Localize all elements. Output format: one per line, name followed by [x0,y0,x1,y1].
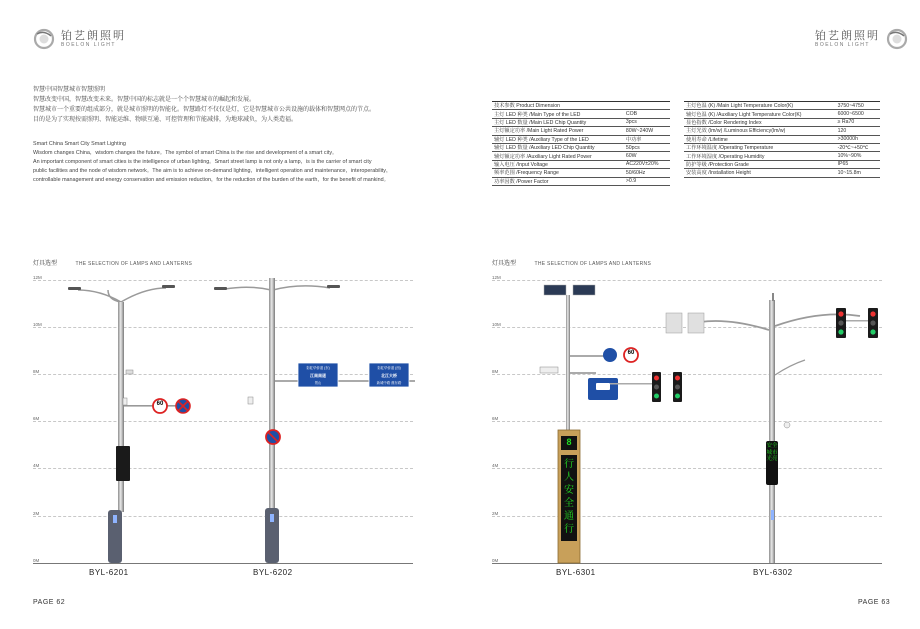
intro-cn-line: 目的是为了实现按需照明、智能运维、物联互通、可控管理和节能减排，为地球减负，为人类造福。 [33,117,298,123]
scale-label: 2M [33,511,40,516]
table-row: 技术参数 Product Dimension [492,102,670,110]
model-label: BYL-6201 [89,568,129,577]
table-row: 辅灯额定功率 /Auxiliary Light Rated Power 60W [492,152,670,160]
table-row: 防护等级 /Protection Grade IP65 [684,160,880,168]
vertical-led-text: 安全 城市 光亮 [766,443,778,462]
table-row: 安装高度 /Installation Height 10~15.8m [684,169,880,177]
guide-board-right-sub: 新城中路 鼎东路 [376,381,402,385]
table-row: 主灯 LED 数量 /Main LED Chip Quantity 3pcs [492,118,670,126]
guide-board-right-top: 彩虹华侨道 (西) [377,366,401,370]
table-row: 工作环境温度 /Operating Temperature -20℃~+50℃ [684,143,880,151]
model-label: BYL-6202 [253,568,293,577]
section-title-left: 灯具选型 THE SELECTION OF LAMPS AND LANTERNS [33,260,193,267]
section-title-right: 灯具选型 THE SELECTION OF LAMPS AND LANTERNS [492,260,652,267]
speed-limit-value: 60 [156,401,164,407]
model-label: BYL-6302 [753,568,793,577]
model-label: BYL-6301 [556,568,596,577]
speed-limit-value: 60 [627,350,635,356]
brand-name-cn: 铂艺朗照明 [61,29,126,42]
scale-label: 8M [33,369,40,374]
scale-label: 2M [492,511,499,516]
table-row: 主灯额定功率 /Main Light Rated Power 80W~240W [492,127,670,135]
guide-board-left-top: 彩虹华侨道 (东) [306,366,330,370]
table-row: 辅灯 LED 数量 /Auxiliary LED Chip Quantity 50pcs [492,143,670,151]
brand-name-en: BOELON LIGHT [815,42,870,48]
signal-board [666,313,682,333]
scale-label: 0M [492,558,499,563]
table-row: 工作环境湿度 /Operating Humidity 10%~90% [684,152,880,160]
intro-en-line: An important component of smart cities is the intelligence of urban lighting。Smart street lamp is not only a lamp，is is the carrier of smart city [33,159,372,165]
vertical-led-text: 行人安全通行 [564,459,574,535]
intro-cn-line: 智慧城市一个重要的组成部分，就是城市照明的智能化。智慧路灯不仅仅是灯，它是智慧城市公共设施的载体和智慧网点的节点。 [33,107,376,113]
camera-icon [784,422,790,428]
table-row: 使用寿命 /Lifetime >30000h [684,135,880,143]
scale-label: 10M [33,322,42,327]
scale-label: 10M [492,322,501,327]
signal-board [688,313,704,333]
page-number-right: PAGE 63 [858,599,891,606]
brand-name-cn: 铂艺朗照明 [815,29,880,42]
intro-en-line: controllable management and energy conservation and emission reduction，for the reduction of the burden of the earth，for the benefit of mankind。 [33,177,389,183]
guide-board-left-sub: 景山 [314,381,322,385]
table-row: 频率范围 /Frequency Range 50/60Hz [492,169,670,177]
table-row: 输入电压 /Input Voltage AC220V±20% [492,160,670,168]
intro-en-line: Wisdom changes China，wisdom changes the future。The symbol of smart China is the rise and development of a smart city。 [33,150,338,156]
scale-label: 4M [492,463,499,468]
table-row: 主灯色温 (K) /Main Light Temperature Color(K) 3750~4750 [684,102,880,110]
intro-en-title: Smart China Smart City Smart Lighting [33,141,126,147]
brand-name-en: BOELON LIGHT [61,42,116,48]
table-row: 功率因数 /Power Factor >0.9 [492,177,670,185]
intro-cn-line: 智慧改变中国，智慧改变未来。智慧中国的标志就是一个个智慧城市的崛起和发展。 [33,97,256,103]
scale-label: 6M [492,416,499,421]
page-number-left: PAGE 62 [33,599,66,606]
guide-board-right-main: 北江大桥 [381,373,397,378]
scale-label: 6M [33,416,40,421]
guide-board-left-main: 江南南道 [310,373,326,378]
scale-label: 8M [492,369,499,374]
table-row: 主灯光效 (lm/w) /Luminous Efficiency(lm/w) 120 [684,127,880,135]
led-countdown: 8 [566,437,572,447]
scale-label: 0M [33,558,40,563]
scale-label: 4M [33,463,40,468]
table-row: 显色指数 /Color Rendering Index ≥ Ra70 [684,118,880,126]
intro-cn-title: 智慧中国智慧城市智慧照明 [33,87,106,93]
scale-label: 12M [492,275,501,280]
table-row: 辅灯 LED 种类 /Auxiliary Type of the LED 中功率 [492,135,670,143]
table-row: 主灯 LED 种类 /Main Type of the LED COB [492,110,670,118]
table-row: 辅灯色温 (K) /Auxiliary Light Temperature Color(K) 6000~6500 [684,110,880,118]
scale-label: 12M [33,275,42,280]
intro-en-line: public facilities and the node of wisdom network。The aim is to achieve on-demand lighting，intelligent operation and maintenance，interoperability， [33,168,392,174]
